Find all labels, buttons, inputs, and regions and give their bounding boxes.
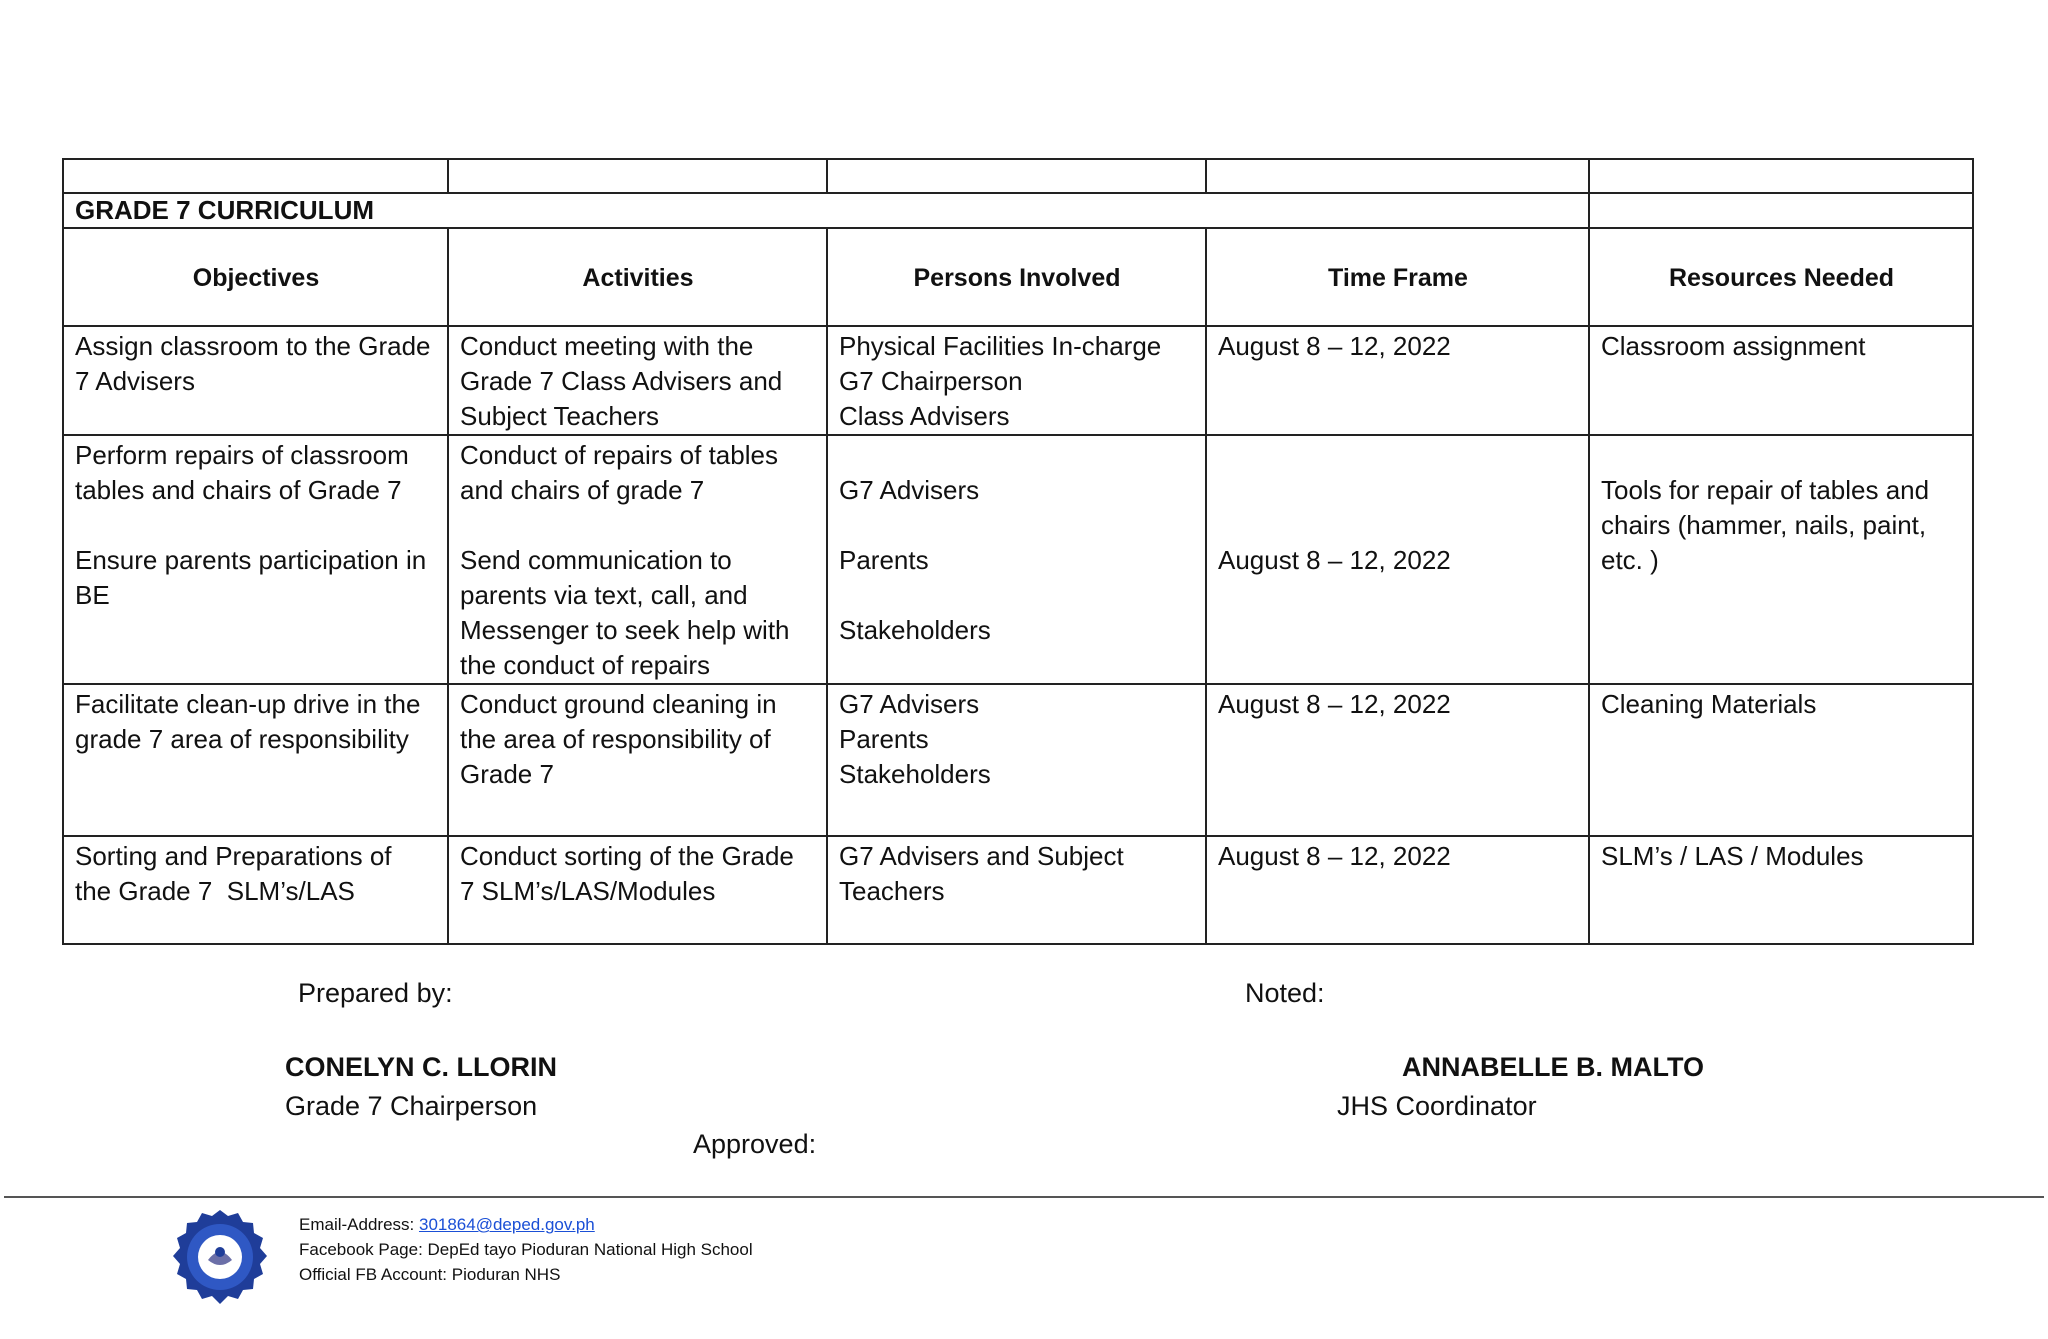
cell-line: Class Advisers [839, 401, 1010, 431]
header-row [63, 228, 1973, 326]
cell-line: G7 Advisers [839, 689, 980, 719]
cell-line: Subject Teachers [460, 401, 659, 431]
cell-line: Sorting and Preparations of [75, 841, 392, 871]
line-gap [1218, 473, 1578, 508]
table-row [63, 836, 1973, 944]
time-frame-cell [1206, 836, 1589, 944]
cell-line: August 8 – 12, 2022 [1218, 331, 1451, 361]
cell-line: Messenger to seek help with [460, 615, 790, 645]
objectives-cell [63, 326, 448, 435]
cell-line: August 8 – 12, 2022 [1218, 545, 1451, 575]
blank-cell [1589, 159, 1973, 193]
cell-line: Send communication to [460, 545, 732, 575]
facebook-page-line: Facebook Page: DepEd tayo Pioduran National High School [299, 1240, 753, 1259]
resources-cell [1589, 326, 1973, 435]
cell-line: tables and chairs of Grade 7 [75, 475, 402, 505]
blank-row [63, 159, 1973, 193]
cell-line: Conduct ground cleaning in [460, 689, 777, 719]
cell-line: Assign classroom to the Grade [75, 331, 431, 361]
noted-label: Noted: [1245, 978, 1325, 1008]
cell-line: Physical Facilities In-charge [839, 331, 1162, 361]
approved-label: Approved: [693, 1129, 817, 1159]
school-seal-icon [170, 1208, 270, 1308]
cell-line: chairs (hammer, nails, paint, [1601, 510, 1927, 540]
line-gap [1218, 438, 1578, 473]
cell-line: Conduct sorting of the Grade [460, 841, 794, 871]
cell-line: G7 Chairperson [839, 366, 1023, 396]
cell-line: Ensure parents participation in [75, 545, 427, 575]
column-header: Time Frame [1206, 228, 1589, 326]
persons-cell [827, 684, 1206, 836]
table-row [63, 326, 1973, 435]
section-title: GRADE 7 CURRICULUM [75, 195, 374, 225]
resources-cell [1589, 684, 1973, 836]
table-row [63, 435, 1973, 684]
objectives-cell [63, 684, 448, 836]
activities-cell [448, 836, 827, 944]
cell-line: Grade 7 Class Advisers and [460, 366, 783, 396]
cell-line: BE [75, 580, 110, 610]
cell-line: Facilitate clean-up drive in the [75, 689, 421, 719]
cell-line: Stakeholders [839, 759, 991, 789]
official-fb-line: Official FB Account: Pioduran NHS [299, 1265, 561, 1284]
cell-line: Grade 7 [460, 759, 554, 789]
prepared-by-label: Prepared by: [298, 978, 453, 1008]
cell-line: Tools for repair of tables and [1601, 475, 1930, 505]
section-title-cell [63, 193, 1589, 228]
cell-line: the area of responsibility of [460, 724, 771, 754]
objectives-cell [63, 435, 448, 684]
column-header: Activities [448, 228, 827, 326]
persons-cell [827, 836, 1206, 944]
email-label: Email-Address: [299, 1215, 419, 1234]
activities-cell [448, 684, 827, 836]
cell-line: etc. ) [1601, 545, 1659, 575]
column-header: Persons Involved [827, 228, 1206, 326]
cell-line: Stakeholders [839, 615, 991, 645]
column-header: Resources Needed [1589, 228, 1973, 326]
prepared-by-name: CONELYN C. LLORIN [285, 1052, 558, 1082]
blank-cell [448, 159, 827, 193]
email-link[interactable]: 301864@deped.gov.ph [418, 1215, 595, 1234]
line-gap [839, 438, 1195, 473]
cell-line: Parents [839, 545, 929, 575]
cell-line: Conduct of repairs of tables [460, 440, 778, 470]
cell-line: G7 Advisers and Subject [839, 841, 1124, 871]
persons-cell [827, 326, 1206, 435]
cell-line: Classroom assignment [1601, 331, 1866, 361]
time-frame-cell [1206, 326, 1589, 435]
line-gap [1218, 508, 1578, 543]
table-row [63, 684, 1973, 836]
objectives-cell [63, 836, 448, 944]
cell-line: G7 Advisers [839, 475, 980, 505]
footer-contact-info [299, 1212, 753, 1287]
activities-cell [448, 435, 827, 684]
cell-line: the conduct of repairs [460, 650, 711, 680]
cell-line: August 8 – 12, 2022 [1218, 841, 1451, 871]
cell-line: the Grade 7 SLM’s/LAS [75, 876, 355, 906]
blank-cell [1589, 193, 1973, 228]
line-gap [1601, 438, 1962, 473]
footer-divider [4, 1196, 2044, 1198]
curriculum-plan-table [62, 158, 1974, 945]
line-gap [839, 578, 1195, 613]
blank-cell [1206, 159, 1589, 193]
cell-line: August 8 – 12, 2022 [1218, 689, 1451, 719]
email-line [299, 1212, 753, 1237]
line-gap [75, 508, 437, 543]
noted-title: JHS Coordinator [1337, 1091, 1537, 1121]
cell-line: Teachers [839, 876, 945, 906]
cell-line: Conduct meeting with the [460, 331, 754, 361]
line-gap [839, 508, 1195, 543]
cell-line: Perform repairs of classroom [75, 440, 409, 470]
prepared-by-title: Grade 7 Chairperson [285, 1091, 538, 1121]
blank-cell [827, 159, 1206, 193]
cell-line: Cleaning Materials [1601, 689, 1817, 719]
cell-line: 7 Advisers [75, 366, 195, 396]
cell-line: SLM’s / LAS / Modules [1601, 841, 1864, 871]
cell-line: Parents [839, 724, 929, 754]
line-gap [460, 508, 816, 543]
section-row [63, 193, 1973, 228]
resources-cell [1589, 435, 1973, 684]
column-header: Objectives [63, 228, 448, 326]
time-frame-cell [1206, 684, 1589, 836]
cell-line: 7 SLM’s/LAS/Modules [460, 876, 716, 906]
time-frame-cell [1206, 435, 1589, 684]
cell-line: and chairs of grade 7 [460, 475, 705, 505]
resources-cell [1589, 836, 1973, 944]
persons-cell [827, 435, 1206, 684]
noted-name: ANNABELLE B. MALTO [1402, 1052, 1704, 1082]
cell-line: parents via text, call, and [460, 580, 748, 610]
activities-cell [448, 326, 827, 435]
cell-line: grade 7 area of responsibility [75, 724, 409, 754]
blank-cell [63, 159, 448, 193]
